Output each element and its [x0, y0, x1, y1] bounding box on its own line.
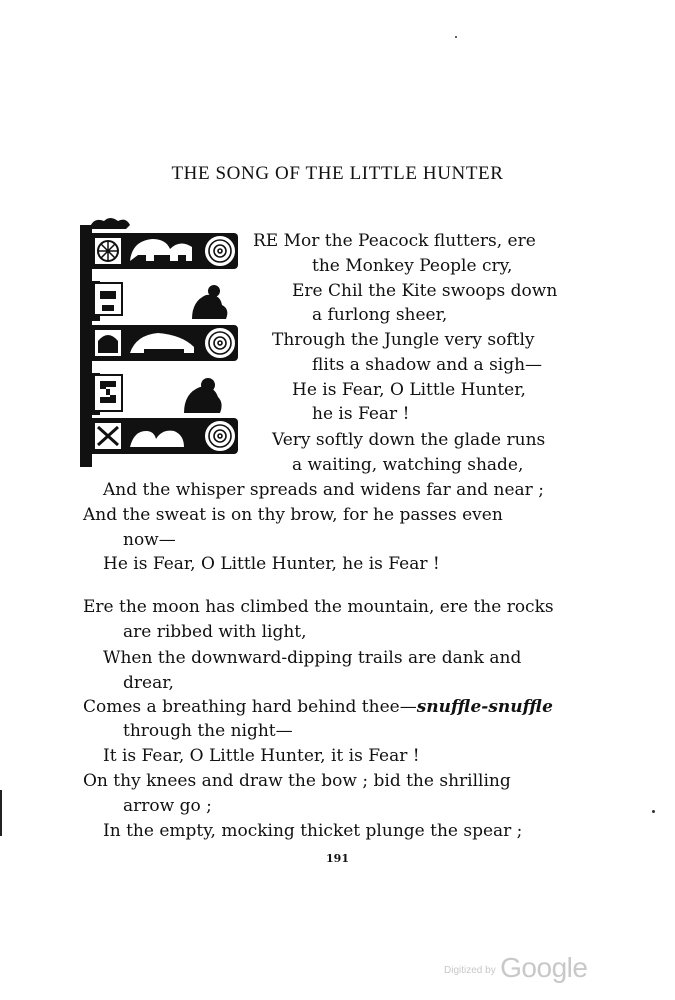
poem-line: a furlong sheer,	[312, 305, 448, 325]
poem-line: He is Fear, O Little Hunter,	[292, 380, 526, 400]
poem-line	[83, 697, 553, 717]
poem-line: And the sweat is on thy brow, for he passes even	[83, 505, 503, 525]
google-logo: Google	[500, 952, 588, 983]
ornamental-initial-e	[80, 213, 250, 468]
poem-line: On thy knees and draw the bow ; bid the shrilling	[83, 771, 511, 791]
poem-line: through the night—	[123, 721, 293, 741]
poem-line: a waiting, watching shade,	[292, 455, 524, 475]
poem-line: He is Fear, O Little Hunter, he is Fear !	[103, 554, 440, 574]
poem-line: It is Fear, O Little Hunter, it is Fear !	[103, 746, 420, 766]
digitized-watermark	[444, 952, 587, 984]
poem-line: Ere Chil the Kite swoops down	[292, 281, 558, 301]
poem-line: When the downward-dipping trails are dank and	[103, 648, 522, 668]
page-number: 191	[326, 852, 349, 865]
poem-line: Very softly down the glade runs	[272, 430, 546, 450]
chapter-title: THE SONG OF THE LITTLE HUNTER	[171, 163, 504, 184]
poem-line: RE Mor the Peacock flutters, ere	[253, 231, 536, 251]
poem-line-text: Comes a breathing hard behind thee—	[83, 697, 417, 717]
poem-line: arrow go ;	[123, 796, 212, 816]
scan-edge-mark	[0, 790, 2, 836]
watermark-prefix: Digitized by	[444, 965, 496, 976]
scan-speck	[652, 810, 655, 813]
poem-line: flits a shadow and a sigh—	[312, 355, 543, 375]
poem-line: are ribbed with light,	[123, 622, 307, 642]
poem-line: now—	[123, 530, 176, 550]
poem-line: the Monkey People cry,	[312, 256, 513, 276]
poem-line: he is Fear !	[312, 404, 410, 424]
poem-line: In the empty, mocking thicket plunge the spear ;	[103, 821, 523, 841]
poem-line: Through the Jungle very softly	[272, 330, 535, 350]
scan-speck	[455, 36, 457, 38]
italic-phrase: snuffle-snuffle	[416, 697, 553, 717]
poem-line: Ere the moon has climbed the mountain, ere the rocks	[83, 597, 554, 617]
poem-line: drear,	[123, 673, 174, 693]
poem-line: And the whisper spreads and widens far and near ;	[103, 480, 544, 500]
